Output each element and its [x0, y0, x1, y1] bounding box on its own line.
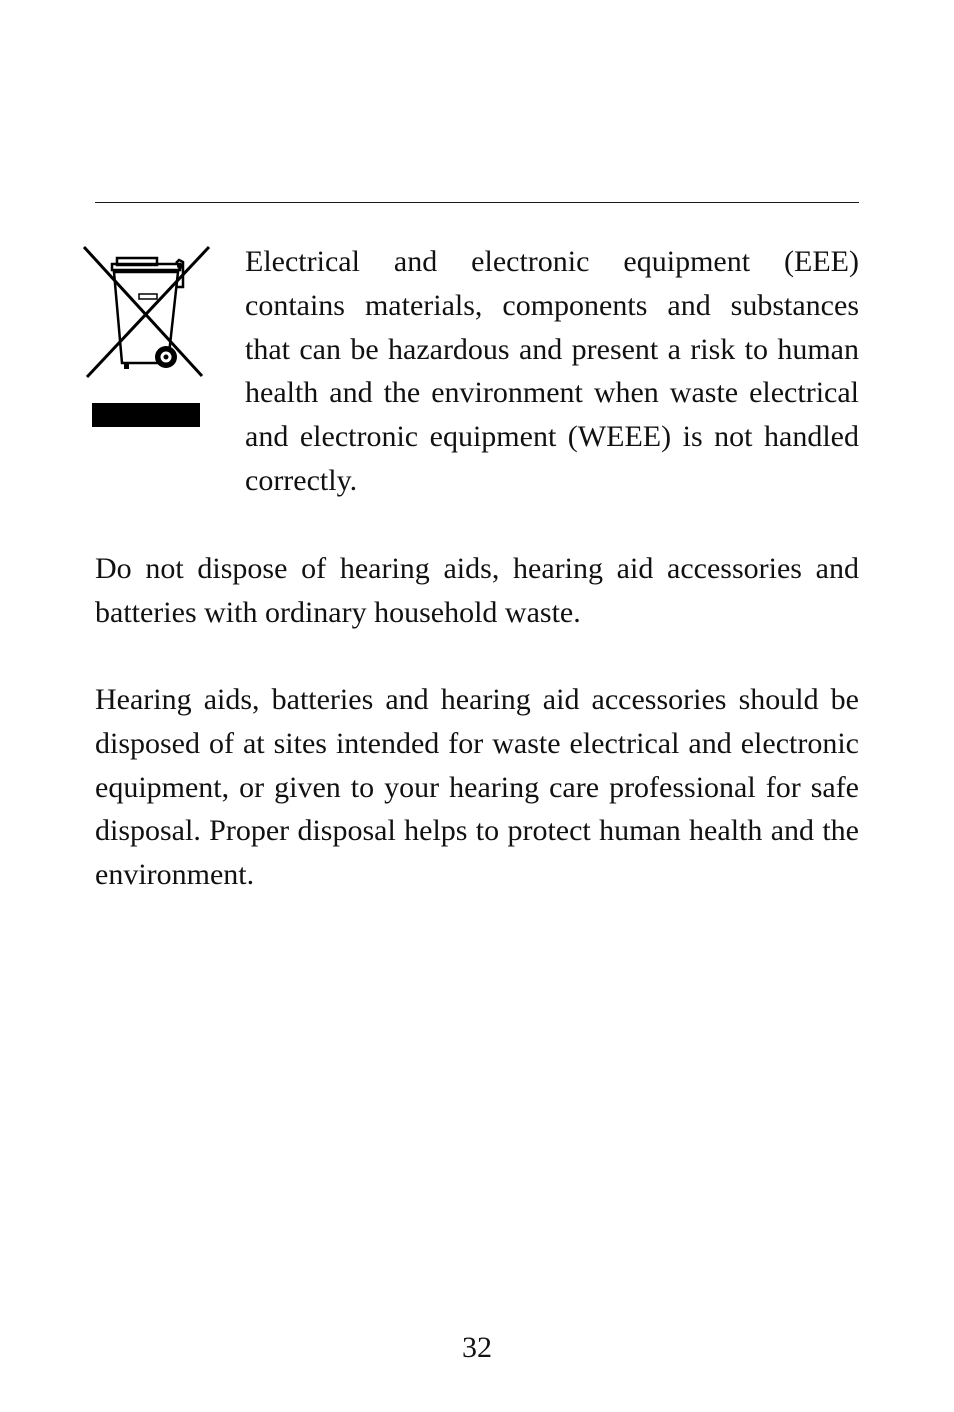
disposal-warning-paragraph: Do not dispose of hearing aids, hearing aid accessories and batteries with ordinary household waste. [95, 552, 859, 629]
disposal-instructions-paragraph: Hearing aids, batteries and hearing aid accessories should be disposed of at sites intended for waste electrical and electronic equipment, or given to your hearing care professional for safe disposal. Proper disposal helps to protect human health and the environment. [95, 683, 859, 892]
header-divider [95, 202, 859, 203]
page-number: 32 [462, 1331, 492, 1364]
weee-intro-text: Electrical and electronic equipment (EEE) contains materials, components and substances that can be hazardous and present a risk to human health and the environment when waste electrical and electronic equipment (WEEE) is not handled correctly. [245, 245, 859, 497]
crossed-out-wheelie-bin-icon [82, 245, 212, 435]
